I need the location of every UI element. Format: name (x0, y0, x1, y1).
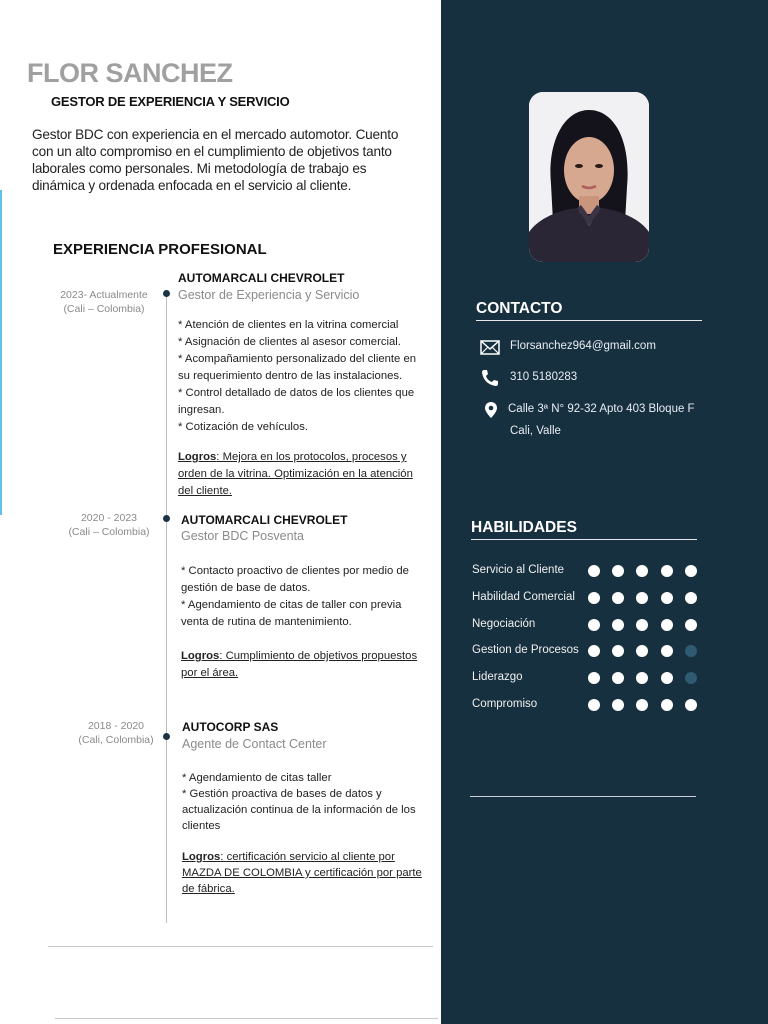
divider (470, 796, 696, 797)
divider (476, 320, 702, 321)
skill-dot-filled (661, 619, 673, 631)
skill-label: Liderazgo (472, 671, 523, 684)
job-bullet: * Contacto proactivo de clientes por medio de gestión de base de datos. (181, 565, 409, 594)
job-date (39, 511, 179, 539)
job-location: (Cali, Colombia) (78, 734, 154, 746)
skill-dot-filled (661, 672, 673, 684)
skill-dot-filled (588, 565, 600, 577)
skill-dot-empty (685, 672, 697, 684)
skill-dot-filled (588, 699, 600, 711)
job-responsibilities (181, 563, 426, 631)
skill-label: Compromiso (472, 698, 538, 710)
job-bullet: * Control detallado de datos de los clientes que ingresan. (178, 387, 415, 416)
mail-icon (480, 339, 500, 357)
phone-icon (480, 368, 500, 386)
candidate-title: GESTOR DE EXPERIENCIA Y SERVICIO (51, 94, 290, 109)
job-date-range: 2020 - 2023 (80, 512, 138, 524)
job-bullet: * Agendamiento de citas de taller con previa venta de rutina de mantenimiento. (181, 599, 402, 628)
skills-heading: HABILIDADES (471, 519, 577, 536)
contact-email[interactable]: Florsanchez964@gmail.com (510, 340, 656, 352)
skill-dot-filled (661, 699, 673, 711)
achievement-text: : Cumplimiento de objetivos propuestos por el área. (181, 650, 418, 679)
job-bullet: * Atención de clientes en la vitrina comercial (178, 319, 399, 331)
skill-dot-filled (588, 592, 600, 604)
job-date-range: 2023- Actualmente (60, 289, 148, 301)
candidate-name: FLOR SANCHEZ (27, 58, 233, 88)
timeline-line (166, 296, 167, 923)
job-bullet: * Cotización de vehículos. (178, 421, 308, 433)
skill-label: Servicio al Cliente (472, 564, 565, 576)
skill-label: Negociación (472, 617, 536, 630)
experience-heading: EXPERIENCIA PROFESIONAL (53, 241, 267, 258)
job-role: Agente de Contact Center (182, 737, 327, 751)
job-bullet: * Acompañamiento personalizado del cliente en su requerimiento dentro de las instalaciones. (178, 353, 417, 382)
job-role: Gestor BDC Posventa (181, 529, 304, 543)
achievement-text: : certificación servicio al cliente por MAZDA DE COLOMBIA y certificación por parte de fábrica. (182, 851, 422, 895)
skill-label: Habilidad Comercial (472, 590, 575, 603)
profile-photo-image (529, 92, 649, 262)
job-location: (Cali – Colombia) (68, 526, 150, 538)
profile-summary: Gestor BDC con experiencia en el mercado automotor. Cuento con un alto compromiso en el cumplimiento de objetivos tanto laborales como personales. Mi metodología de trabajo es dinámica y ordenada enfocada en el servicio al cliente. (32, 127, 399, 193)
achievement-label: Logros (181, 650, 220, 662)
skill-dot-filled (685, 699, 697, 711)
job-company: AUTOMARCALI CHEVROLET (181, 513, 348, 527)
job-date-range: 2018 - 2020 (87, 720, 145, 732)
divider (55, 1018, 438, 1019)
achievement-label: Logros (182, 851, 221, 863)
skill-dot-filled (612, 619, 624, 631)
accent-line (0, 190, 2, 515)
skill-dot-filled (661, 592, 673, 604)
skill-dot-filled (661, 645, 673, 657)
job-responsibilities (182, 770, 427, 834)
job-location: (Cali – Colombia) (63, 303, 145, 315)
skill-dot-filled (612, 592, 624, 604)
skill-label: Gestion de Procesos (472, 644, 579, 657)
job-company: AUTOCORP SAS (182, 720, 279, 734)
job-date (46, 719, 186, 747)
address-line: Calle 3ª N° 92-32 Apto 403 Bloque F (508, 403, 695, 415)
contact-heading: CONTACTO (476, 300, 563, 317)
job-bullet: * Gestión proactiva de bases de datos y actualización continua de la información de los clientes (182, 788, 416, 832)
address-city: Cali, Valle (510, 425, 561, 437)
job-responsibilities (178, 317, 428, 436)
skill-dot-filled (588, 619, 600, 631)
job-role: Gestor de Experiencia y Servicio (178, 288, 360, 302)
skill-dot-filled (636, 619, 648, 631)
location-pin-icon (484, 401, 504, 419)
contact-address (508, 398, 695, 442)
achievement-text: : Mejora en los protocolos, procesos y orden de la vitrina. Optimización en la atención del cliente. (178, 451, 413, 497)
skill-dot-filled (685, 565, 697, 577)
job-bullet: * Asignación de clientes al asesor comercial. (178, 336, 401, 348)
contact-phone[interactable]: 310 5180283 (510, 371, 578, 383)
divider (48, 946, 433, 947)
job-company: AUTOMARCALI CHEVROLET (178, 271, 345, 285)
skill-dot-filled (685, 592, 697, 604)
job-achievement (181, 648, 426, 682)
job-achievement (178, 449, 428, 500)
profile-photo (529, 92, 649, 262)
job-bullet: * Agendamiento de citas taller (182, 772, 332, 784)
divider (471, 539, 697, 540)
skill-dot-filled (661, 565, 673, 577)
skill-dot-filled (685, 619, 697, 631)
achievement-label: Logros (178, 451, 217, 463)
job-date (34, 288, 174, 316)
job-achievement (182, 849, 427, 897)
